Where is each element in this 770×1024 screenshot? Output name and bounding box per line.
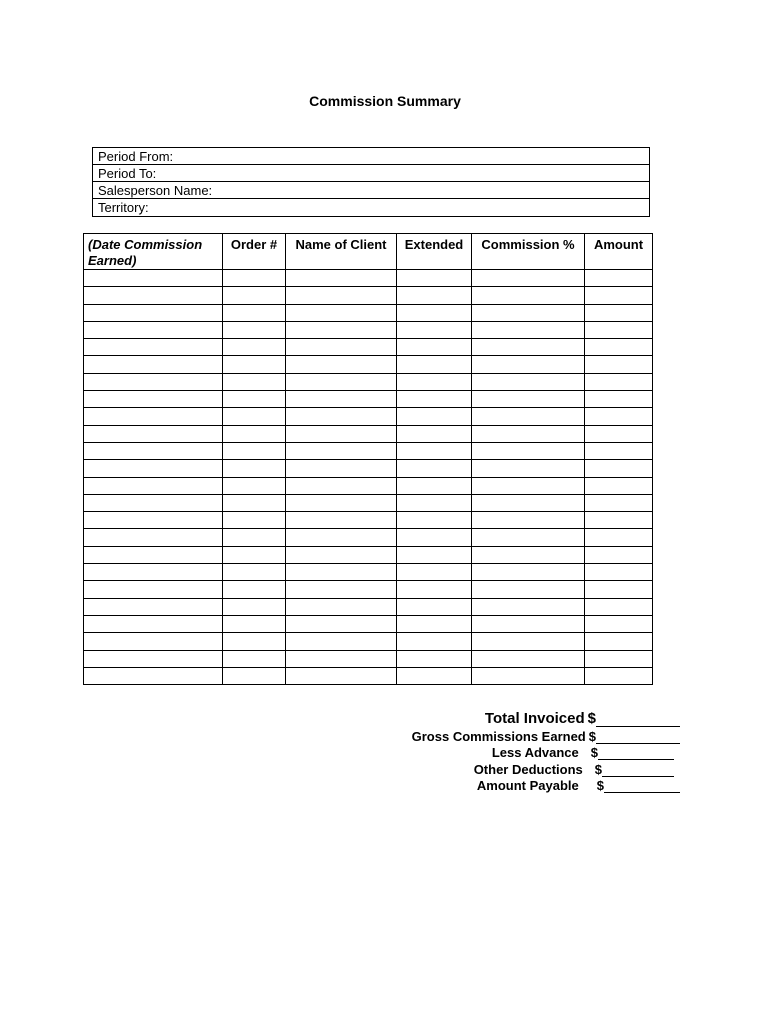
cell-amount[interactable] [585,373,653,390]
cell-extended[interactable] [397,564,472,581]
gross-commissions-line [380,727,680,744]
cell-date[interactable] [84,373,223,390]
period-to-field[interactable]: Period To: [93,165,649,182]
cell-date[interactable] [84,339,223,356]
other-deductions-label: Other Deductions [473,761,583,777]
cell-client[interactable] [286,408,397,425]
cell-commission[interactable] [472,356,585,373]
cell-amount[interactable] [585,408,653,425]
cell-date[interactable] [84,512,223,529]
cell-extended[interactable] [397,391,472,408]
cell-commission[interactable] [472,633,585,650]
cell-extended[interactable] [397,356,472,373]
cell-client[interactable] [286,581,397,598]
other-deductions-line [380,760,680,777]
table-row [84,270,653,287]
cell-date[interactable] [84,477,223,494]
header-date-line2: Earned) [88,253,137,268]
cell-commission[interactable] [472,529,585,546]
cell-order[interactable] [223,564,286,581]
cell-commission[interactable] [472,304,585,321]
gross-commissions-blank[interactable] [596,730,680,744]
cell-client[interactable] [286,270,397,287]
cell-amount[interactable] [585,425,653,442]
cell-order[interactable] [223,356,286,373]
table-row [84,512,653,529]
cell-order[interactable] [223,633,286,650]
cell-client[interactable] [286,287,397,304]
cell-date[interactable] [84,546,223,563]
amount-payable-currency: $ [596,778,604,793]
cell-date[interactable] [84,581,223,598]
cell-amount[interactable] [585,512,653,529]
cell-amount[interactable] [585,494,653,511]
table-row [84,373,653,390]
cell-extended[interactable] [397,270,472,287]
cell-client[interactable] [286,304,397,321]
table-row [84,633,653,650]
gross-commissions-label: Gross Commissions Earned [411,728,586,744]
table-row [84,581,653,598]
table-row [84,650,653,667]
cell-amount[interactable] [585,339,653,356]
cell-extended[interactable] [397,304,472,321]
cell-amount[interactable] [585,442,653,459]
cell-date[interactable] [84,356,223,373]
info-box [92,147,650,217]
cell-extended[interactable] [397,442,472,459]
cell-order[interactable] [223,373,286,390]
cell-commission[interactable] [472,650,585,667]
cell-date[interactable] [84,529,223,546]
cell-commission[interactable] [472,512,585,529]
cell-client[interactable] [286,442,397,459]
cell-amount[interactable] [585,287,653,304]
cell-order[interactable] [223,598,286,615]
table-row [84,408,653,425]
cell-date[interactable] [84,460,223,477]
cell-amount[interactable] [585,564,653,581]
cell-date[interactable] [84,425,223,442]
cell-commission[interactable] [472,598,585,615]
cell-order[interactable] [223,391,286,408]
cell-amount[interactable] [585,615,653,632]
table-row [84,615,653,632]
cell-client[interactable] [286,494,397,511]
table-row [84,425,653,442]
cell-amount[interactable] [585,321,653,338]
cell-commission[interactable] [472,477,585,494]
cell-client[interactable] [286,650,397,667]
table-row [84,460,653,477]
table-row [84,564,653,581]
cell-extended[interactable] [397,650,472,667]
cell-client[interactable] [286,546,397,563]
territory-field[interactable]: Territory: [98,200,149,215]
table-row [84,667,653,684]
cell-extended[interactable] [397,615,472,632]
total-invoiced-blank[interactable] [596,713,680,727]
cell-order[interactable] [223,321,286,338]
cell-client[interactable] [286,615,397,632]
cell-order[interactable] [223,460,286,477]
cell-date[interactable] [84,287,223,304]
cell-commission[interactable] [472,494,585,511]
header-row [84,234,653,270]
cell-commission[interactable] [472,287,585,304]
cell-date[interactable] [84,270,223,287]
cell-extended[interactable] [397,373,472,390]
cell-date[interactable] [84,633,223,650]
header-date-commission-earned [84,234,223,270]
table-row [84,321,653,338]
total-invoiced-currency: $ [587,710,596,727]
table-body [84,270,653,685]
cell-commission[interactable] [472,270,585,287]
cell-amount[interactable] [585,356,653,373]
cell-commission[interactable] [472,564,585,581]
header-name-of-client: Name of Client [286,234,397,270]
table-row [84,287,653,304]
less-advance-line [380,744,680,761]
cell-client[interactable] [286,321,397,338]
cell-extended[interactable] [397,339,472,356]
cell-amount[interactable] [585,546,653,563]
cell-order[interactable] [223,408,286,425]
cell-amount[interactable] [585,633,653,650]
cell-order[interactable] [223,667,286,684]
cell-commission[interactable] [472,339,585,356]
less-advance-label: Less Advance [491,745,579,760]
salesperson-name-field[interactable]: Salesperson Name: [93,182,649,199]
totals-section [380,707,680,793]
cell-extended[interactable] [397,477,472,494]
header-amount: Amount [585,234,653,270]
cell-client[interactable] [286,373,397,390]
table-row [84,546,653,563]
cell-extended[interactable] [397,633,472,650]
cell-amount[interactable] [585,667,653,684]
cell-client[interactable] [286,667,397,684]
table-row [84,391,653,408]
cell-date[interactable] [84,391,223,408]
cell-commission[interactable] [472,425,585,442]
cell-date[interactable] [84,304,223,321]
table-row [84,598,653,615]
cell-commission[interactable] [472,460,585,477]
cell-order[interactable] [223,546,286,563]
table-row [84,356,653,373]
amount-payable-blank[interactable] [604,779,680,793]
less-advance-currency: $ [590,745,598,760]
cell-client[interactable] [286,339,397,356]
cell-order[interactable] [223,581,286,598]
cell-order[interactable] [223,270,286,287]
cell-client[interactable] [286,477,397,494]
other-deductions-currency: $ [594,761,602,777]
cell-client[interactable] [286,564,397,581]
cell-date[interactable] [84,408,223,425]
cell-amount[interactable] [585,529,653,546]
cell-order[interactable] [223,650,286,667]
cell-extended[interactable] [397,425,472,442]
cell-commission[interactable] [472,408,585,425]
table-row [84,442,653,459]
cell-client[interactable] [286,356,397,373]
cell-date[interactable] [84,650,223,667]
cell-commission[interactable] [472,581,585,598]
cell-client[interactable] [286,529,397,546]
cell-order[interactable] [223,287,286,304]
cell-commission[interactable] [472,321,585,338]
cell-order[interactable] [223,512,286,529]
cell-client[interactable] [286,633,397,650]
table-row [84,339,653,356]
cell-order[interactable] [223,529,286,546]
other-deductions-blank[interactable] [602,763,674,777]
cell-date[interactable] [84,494,223,511]
cell-commission[interactable] [472,546,585,563]
table-row [84,529,653,546]
cell-date[interactable] [84,615,223,632]
table-row [84,494,653,511]
cell-amount[interactable] [585,270,653,287]
cell-commission[interactable] [472,391,585,408]
cell-order[interactable] [223,339,286,356]
cell-client[interactable] [286,512,397,529]
cell-date[interactable] [84,564,223,581]
cell-extended[interactable] [397,581,472,598]
cell-commission[interactable] [472,667,585,684]
cell-date[interactable] [84,598,223,615]
cell-order[interactable] [223,494,286,511]
cell-commission[interactable] [472,442,585,459]
total-invoiced-label: Total Invoiced [484,710,585,727]
amount-payable-label: Amount Payable [476,778,579,793]
cell-extended[interactable] [397,321,472,338]
cell-client[interactable] [286,425,397,442]
cell-extended[interactable] [397,546,472,563]
commission-table [83,233,653,685]
cell-commission[interactable] [472,615,585,632]
cell-date[interactable] [84,321,223,338]
cell-amount[interactable] [585,650,653,667]
gross-commissions-currency: $ [588,728,596,744]
cell-order[interactable] [223,477,286,494]
cell-order[interactable] [223,304,286,321]
cell-extended[interactable] [397,494,472,511]
header-order-number: Order # [223,234,286,270]
cell-order[interactable] [223,615,286,632]
cell-extended[interactable] [397,667,472,684]
cell-amount[interactable] [585,304,653,321]
cell-commission[interactable] [472,373,585,390]
cell-order[interactable] [223,442,286,459]
table-row [84,477,653,494]
header-commission-percent: Commission % [472,234,585,270]
cell-amount[interactable] [585,391,653,408]
cell-extended[interactable] [397,512,472,529]
cell-amount[interactable] [585,477,653,494]
cell-client[interactable] [286,598,397,615]
page-title: Commission Summary [309,93,461,109]
amount-payable-line [380,777,680,794]
table-row [84,304,653,321]
header-date-line1: (Date Commission [88,237,203,252]
cell-amount[interactable] [585,581,653,598]
cell-extended[interactable] [397,460,472,477]
cell-date[interactable] [84,442,223,459]
cell-extended[interactable] [397,287,472,304]
period-from-field[interactable]: Period From: [93,148,649,165]
cell-client[interactable] [286,460,397,477]
cell-extended[interactable] [397,598,472,615]
header-extended: Extended [397,234,472,270]
cell-extended[interactable] [397,529,472,546]
cell-amount[interactable] [585,598,653,615]
total-invoiced-line [380,707,680,727]
cell-extended[interactable] [397,408,472,425]
cell-date[interactable] [84,667,223,684]
cell-client[interactable] [286,391,397,408]
cell-amount[interactable] [585,460,653,477]
cell-order[interactable] [223,425,286,442]
less-advance-blank[interactable] [598,746,674,760]
